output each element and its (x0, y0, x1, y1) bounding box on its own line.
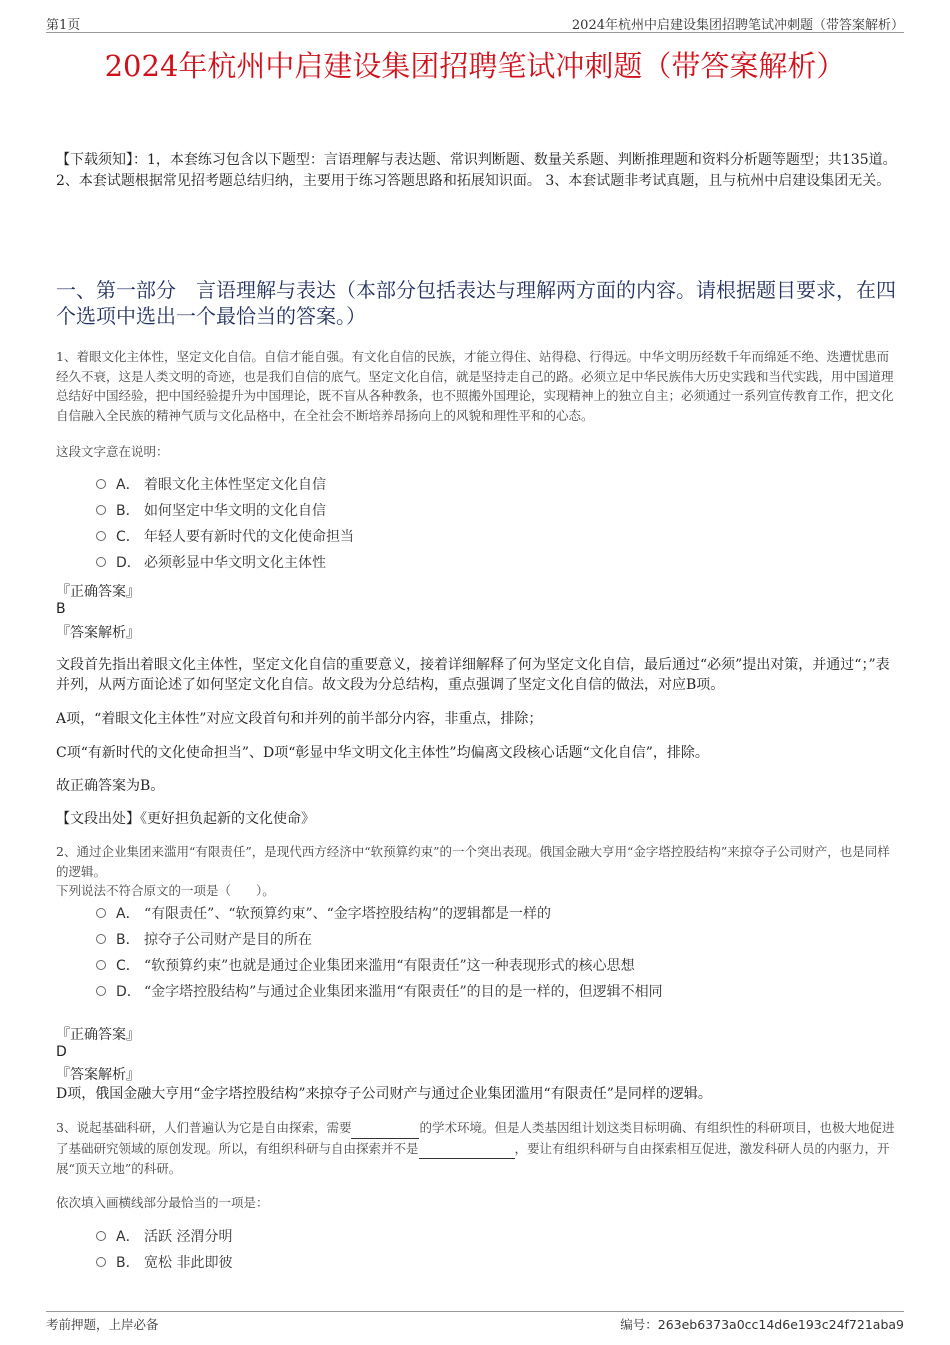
page-title: 2024年杭州中启建设集团招聘笔试冲刺题（带答案解析） (104, 49, 846, 83)
q1-answer: B (56, 601, 66, 617)
q1-option-c[interactable]: C． 年轻人要有新时代的文化使命担当 (96, 526, 354, 548)
q2-stem: 2、通过企业集团来滥用“有限责任”，是现代西方经济中“软预算约束”的一个突出表现。俄国金融大亨用“金字塔控股结构”来掠夺子公司财产，也是同样的逻辑。 (56, 844, 890, 879)
q3-blank-1 (351, 1118, 419, 1139)
radio-icon[interactable] (96, 479, 106, 489)
q1-question: 这段文字意在说明： (56, 444, 169, 459)
header-doc-title: 2024年杭州中启建设集团招聘笔试冲刺题（带答案解析） (571, 18, 904, 33)
q2-option-d[interactable]: D． “金字塔控股结构”与通过企业集团来滥用“有限责任”的目的是一样的，但逻辑不相同 (96, 981, 663, 1003)
section-heading: 一、第一部分 言语理解与表达（本部分包括表达与理解两方面的内容。请根据题目要求，在四个选项中选出一个最恰当的答案。） (56, 278, 896, 328)
footer-divider (46, 1311, 904, 1312)
page-number: 第1页 (46, 18, 81, 33)
q2-answer: D (56, 1044, 67, 1060)
q1-analysis-3: C项“有新时代的文化使命担当”、D项“彰显中华文明文化主体性”均偏离文段核心话题“文化自信”，排除。 (56, 745, 709, 761)
q1-option-d[interactable]: D． 必须彰显中华文明文化主体性 (96, 552, 326, 574)
q2-option-a[interactable]: A． “有限责任”、“软预算约束”、“金字塔控股结构”的逻辑都是一样的 (96, 903, 551, 925)
radio-icon[interactable] (96, 557, 106, 567)
radio-icon[interactable] (96, 960, 106, 970)
radio-icon[interactable] (96, 531, 106, 541)
radio-icon[interactable] (96, 934, 106, 944)
q3-blank-2 (419, 1139, 515, 1160)
q1-option-a[interactable]: A． 着眼文化主体性坚定文化自信 (96, 474, 326, 496)
q1-analysis-4: 故正确答案为B。 (56, 778, 165, 794)
q2-question: 下列说法不符合原文的一项是（ ）。 (56, 883, 275, 898)
q3-question: 依次填入画横线部分最恰当的一项是： (56, 1195, 269, 1210)
q2-option-b[interactable]: B． 掠夺子公司财产是目的所在 (96, 929, 312, 951)
q1-analysis-2: A项，“着眼文化主体性”对应文段首句和并列的前半部分内容，非重点，排除； (56, 711, 543, 727)
q1-stem: 1、着眼文化主体性，坚定文化自信。自信才能自强。有文化自信的民族，才能立得住、站得稳、行得远。中华文明历经数千年而绵延不绝、迭遭忧患而经久不衰，这是人类文明的奇迹，也是我们自信的底气。坚定文化自信，就是坚持走自己的路。必须立足中华民族伟大历史实践和当代实践，用中国道理总结好中国经验，把中国经验提升为中国理论，既不盲从各种教条，也不照搬外国理论，实现精神上的独立自主；必须通过一系列宣传教育工作，把文化自信融入全民族的精神气质与文化品格中，在全社会不断培养昂扬向上的风貌和理性平和的心态。 (56, 349, 894, 423)
q2-analysis: D项，俄国金融大亨用“金字塔控股结构”来掠夺子公司财产与通过企业集团滥用“有限责任”是同样的逻辑。 (56, 1086, 712, 1102)
q1-answer-label: 『正确答案』 (56, 584, 140, 600)
q1-option-b[interactable]: B． 如何坚定中华文明的文化自信 (96, 500, 326, 522)
q1-analysis-label: 『答案解析』 (56, 625, 140, 641)
header-divider (46, 32, 904, 33)
q2-answer-label: 『正确答案』 (56, 1027, 140, 1043)
download-notice: 【下载须知】：1，本套练习包含以下题型：言语理解与表达题、常识判断题、数量关系题、判断推理题和资料分析题等题型；共135道。 2、本套试题根据常见招考题总结归纳，主要用于练习答题思路和拓展知识面。 3、本套试题非考试真题，且与杭州中启建设集团无关。 (56, 152, 897, 189)
q1-analysis-1: 文段首先指出着眼文化主体性，坚定文化自信的重要意义，接着详细解释了何为坚定文化自信，最后通过“必须”提出对策，并通过“；”表并列，从两方面论述了如何坚定文化自信。故文段为分总结构，重点强调了坚定文化自信的做法，对应B项。 (56, 657, 890, 693)
document-code: 编号：263eb6373a0cc14d6e193c24f721aba9 (620, 1317, 904, 1332)
q2-analysis-label: 『答案解析』 (56, 1067, 140, 1083)
q3-option-a[interactable]: A． 活跃 泾渭分明 (96, 1226, 232, 1248)
q3-option-b[interactable]: B． 宽松 非此即彼 (96, 1252, 232, 1274)
radio-icon[interactable] (96, 505, 106, 515)
q3-stem: 3、说起基础科研，人们普遍认为它是自由探索，需要 的学术环境。但是人类基因组计划这类目标明确、有组织性的科研项目，也极大地促进了基础研究领域的原创发现。所以，有组织科研与自由探索并不是 ，要让有组织科研与自由探索相互促进，激发科研人员的内驱力，开展“顶天立地”的科研。 (56, 1120, 895, 1176)
q2-option-c[interactable]: C． “软预算约束”也就是通过企业集团来滥用“有限责任”这一种表现形式的核心思想 (96, 955, 635, 977)
radio-icon[interactable] (96, 908, 106, 918)
footer-slogan: 考前押题，上岸必备 (46, 1317, 159, 1332)
radio-icon[interactable] (96, 986, 106, 996)
radio-icon[interactable] (96, 1231, 106, 1241)
radio-icon[interactable] (96, 1257, 106, 1267)
q1-source: 【文段出处】《更好担负起新的文化使命》 (56, 811, 315, 827)
